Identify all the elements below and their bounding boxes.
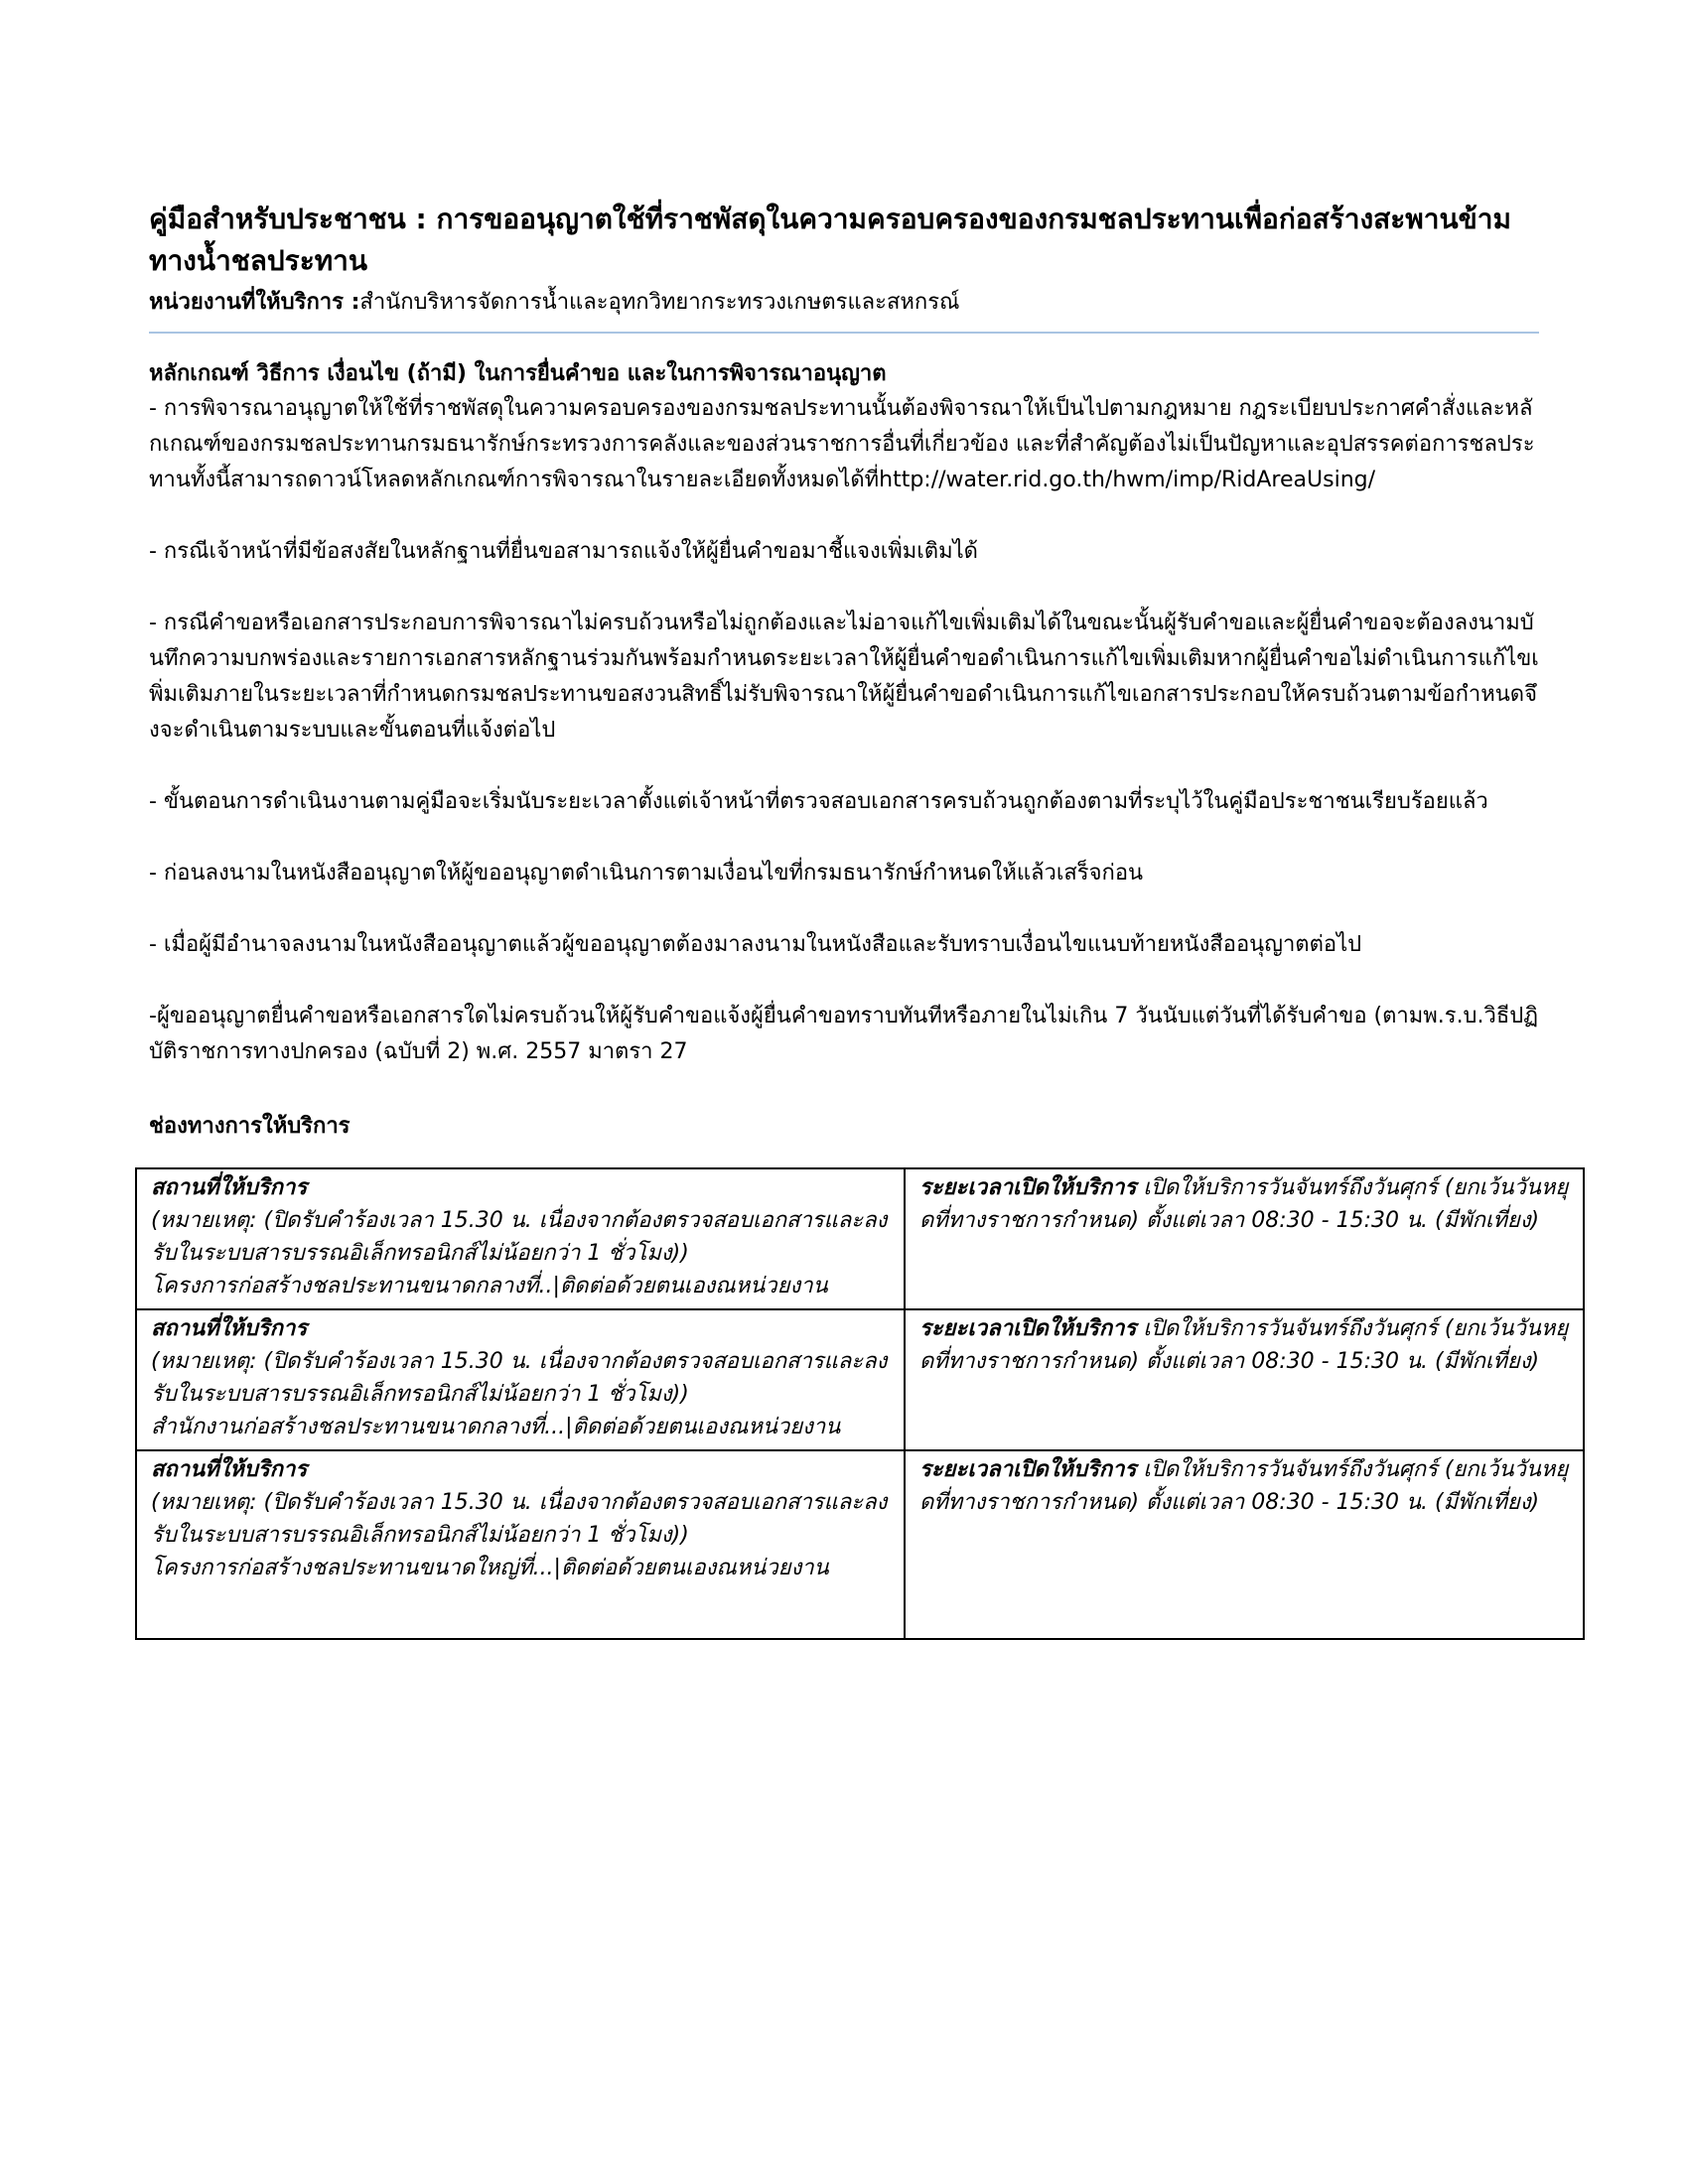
criteria-paragraph: - ขั้นตอนการดำเนินงานตามคู่มือจะเริ่มนับระยะเวลาตั้งแต่เจ้าหน้าที่ตรวจสอบเอกสารครบถ้วนถูกต้องตามที่ระบุไว้ในคู่มือประชาชนเรียบร้อยแล้ว xyxy=(149,789,1488,814)
service-location-note: (หมายเหตุ: (ปิดรับคำร้องเวลา 15.30 น. เนื่องจากต้องตรวจสอบเอกสารและลงรับในระบบสารบรรณอิเล็กทรอนิกส์ไม่น้อยกว่า 1 ชั่วโมง)) xyxy=(151,1490,888,1548)
service-location-label: สถานที่ให้บริการ xyxy=(151,1457,308,1482)
criteria-paragraph: - ก่อนลงนามในหนังสืออนุญาตให้ผู้ขออนุญาตดำเนินการตามเงื่อนไขที่กรมธนารักษ์กำหนดให้แล้วเสร็จก่อน xyxy=(149,861,1144,886)
service-hours-cell xyxy=(905,1168,1584,1309)
service-location-cell xyxy=(136,1168,905,1309)
table-row xyxy=(136,1168,1584,1309)
service-hours-label: ระยะเวลาเปิดให้บริการ xyxy=(919,1316,1137,1341)
criteria-paragraph: - กรณีเจ้าหน้าที่มีข้อสงสัยในหลักฐานที่ยื่นขอสามารถแจ้งให้ผู้ยื่นคำขอมาชี้แจงเพิ่มเติมได้ xyxy=(149,539,978,564)
service-channels-table xyxy=(135,1167,1585,1640)
service-hours-label: ระยะเวลาเปิดให้บริการ xyxy=(919,1175,1137,1200)
criteria-list xyxy=(149,391,1539,1070)
channels-heading: ช่องทางการให้บริการ xyxy=(149,1114,351,1139)
service-location-label: สถานที่ให้บริการ xyxy=(151,1316,308,1341)
service-location-cell xyxy=(136,1309,905,1450)
criteria-heading: หลักเกณฑ์ วิธีการ เงื่อนไข (ถ้ามี) ในการยื่นคำขอ และในการพิจารณาอนุญาต xyxy=(149,361,887,386)
service-agency-value: สำนักบริหารจัดการน้ำและอุทกวิทยากระทรวงเกษตรและสหกรณ์ xyxy=(359,290,960,315)
service-location-label: สถานที่ให้บริการ xyxy=(151,1175,308,1200)
document-title: คู่มือสำหรับประชาชน : การขออนุญาตใช้ที่ราชพัสดุในความครอบครองของกรมชลประทานเพื่อก่อสร้างสะพานข้ามทางน้ำชลประทาน xyxy=(149,203,1511,277)
criteria-paragraph: - กรณีคำขอหรือเอกสารประกอบการพิจารณาไม่ครบถ้วนหรือไม่ถูกต้องและไม่อาจแก้ไขเพิ่มเติมได้ในขณะนั้นผู้รับคำขอและผู้ยื่นคำขอจะต้องลงนามบันทึกความบกพร่องและรายการเอกสารหลักฐานร่วมกันพร้อมกำหนดระยะเวลาให้ผู้ยื่นคำขอดำเนินการแก้ไขเพิ่มเติมหากผู้ยื่นคำขอไม่ดำเนินการแก้ไขเพิ่มเติมภายในระยะเวลาที่กำหนดกรมชลประทานขอสงวนสิทธิ์ไม่รับพิจารณาให้ผู้ยื่นคำขอดำเนินการแก้ไขเอกสารประกอบให้ครบถ้วนตามข้อกำหนดจึงจะดำเนินตามระบบและขั้นตอนที่แจ้งต่อไป xyxy=(149,611,1539,743)
service-hours-cell xyxy=(905,1309,1584,1450)
criteria-paragraph: - การพิจารณาอนุญาตให้ใช้ที่ราชพัสดุในความครอบครองของกรมชลประทานนั้นต้องพิจารณาให้เป็นไปตามกฎหมาย กฎระเบียบประกาศคำสั่งและหลักเกณฑ์ของกรมชลประทานกรมธนารักษ์กระทรวงการคลังและของส่วนราชการอื่นที่เกี่ยวข้อง และที่สำคัญต้องไม่เป็นปัญหาและอุปสรรคต่อการชลประทานทั้งนี้สามารถดาวน์โหลดหลักเกณฑ์การพิจารณาในรายละเอียดทั้งหมดได้ที่http://water.rid.go.th/hwm/imp/RidAreaUsing/ xyxy=(149,396,1535,492)
service-location-cell xyxy=(136,1450,905,1639)
service-hours-value: เปิดให้บริการวันจันทร์ถึงวันศุกร์ (ยกเว้นวันหยุดที่ทางราชการกำหนด) ตั้งแต่เวลา 08:30 - 15:30 น. (มีพักเที่ยง) xyxy=(919,1457,1569,1515)
service-location-note: (หมายเหตุ: (ปิดรับคำร้องเวลา 15.30 น. เนื่องจากต้องตรวจสอบเอกสารและลงรับในระบบสารบรรณอิเล็กทรอนิกส์ไม่น้อยกว่า 1 ชั่วโมง)) xyxy=(151,1349,888,1407)
table-row xyxy=(136,1450,1584,1639)
service-agency-label: หน่วยงานที่ให้บริการ : xyxy=(149,290,360,315)
table-row xyxy=(136,1309,1584,1450)
document-page xyxy=(149,199,1569,1640)
service-location-place: โครงการก่อสร้างชลประทานขนาดกลางที่..|ติดต่อด้วยตนเองณหน่วยงาน xyxy=(151,1274,828,1298)
criteria-paragraph: - เมื่อผู้มีอำนาจลงนามในหนังสืออนุญาตแล้วผู้ขออนุญาตต้องมาลงนามในหนังสือและรับทราบเงื่อนไขแนบท้ายหนังสืออนุญาตต่อไป xyxy=(149,932,1362,957)
service-hours-cell xyxy=(905,1450,1584,1639)
service-location-place: โครงการก่อสร้างชลประทานขนาดใหญ่ที่...|ติดต่อด้วยตนเองณหน่วยงาน xyxy=(151,1556,829,1580)
service-hours-value: เปิดให้บริการวันจันทร์ถึงวันศุกร์ (ยกเว้นวันหยุดที่ทางราชการกำหนด) ตั้งแต่เวลา 08:30 - 15:30 น. (มีพักเที่ยง) xyxy=(919,1175,1569,1233)
service-hours-label: ระยะเวลาเปิดให้บริการ xyxy=(919,1457,1137,1482)
criteria-paragraph: -ผู้ขออนุญาตยื่นคำขอหรือเอกสารใดไม่ครบถ้วนให้ผู้รับคำขอแจ้งผู้ยื่นคำขอทราบทันทีหรือภายในไม่เกิน 7 วันนับแต่วันที่ได้รับคำขอ (ตามพ.ร.บ.วิธีปฏิบัติราชการทางปกครอง (ฉบับที่ 2) พ.ศ. 2557 มาตรา 27 xyxy=(149,1004,1539,1064)
service-agency xyxy=(149,286,1539,320)
service-location-note: (หมายเหตุ: (ปิดรับคำร้องเวลา 15.30 น. เนื่องจากต้องตรวจสอบเอกสารและลงรับในระบบสารบรรณอิเล็กทรอนิกส์ไม่น้อยกว่า 1 ชั่วโมง)) xyxy=(151,1208,888,1266)
title-divider xyxy=(149,332,1539,334)
service-hours-value: เปิดให้บริการวันจันทร์ถึงวันศุกร์ (ยกเว้นวันหยุดที่ทางราชการกำหนด) ตั้งแต่เวลา 08:30 - 15:30 น. (มีพักเที่ยง) xyxy=(919,1316,1569,1374)
service-location-place: สำนักงานก่อสร้างชลประทานขนาดกลางที่...|ติดต่อด้วยตนเองณหน่วยงาน xyxy=(151,1415,841,1439)
